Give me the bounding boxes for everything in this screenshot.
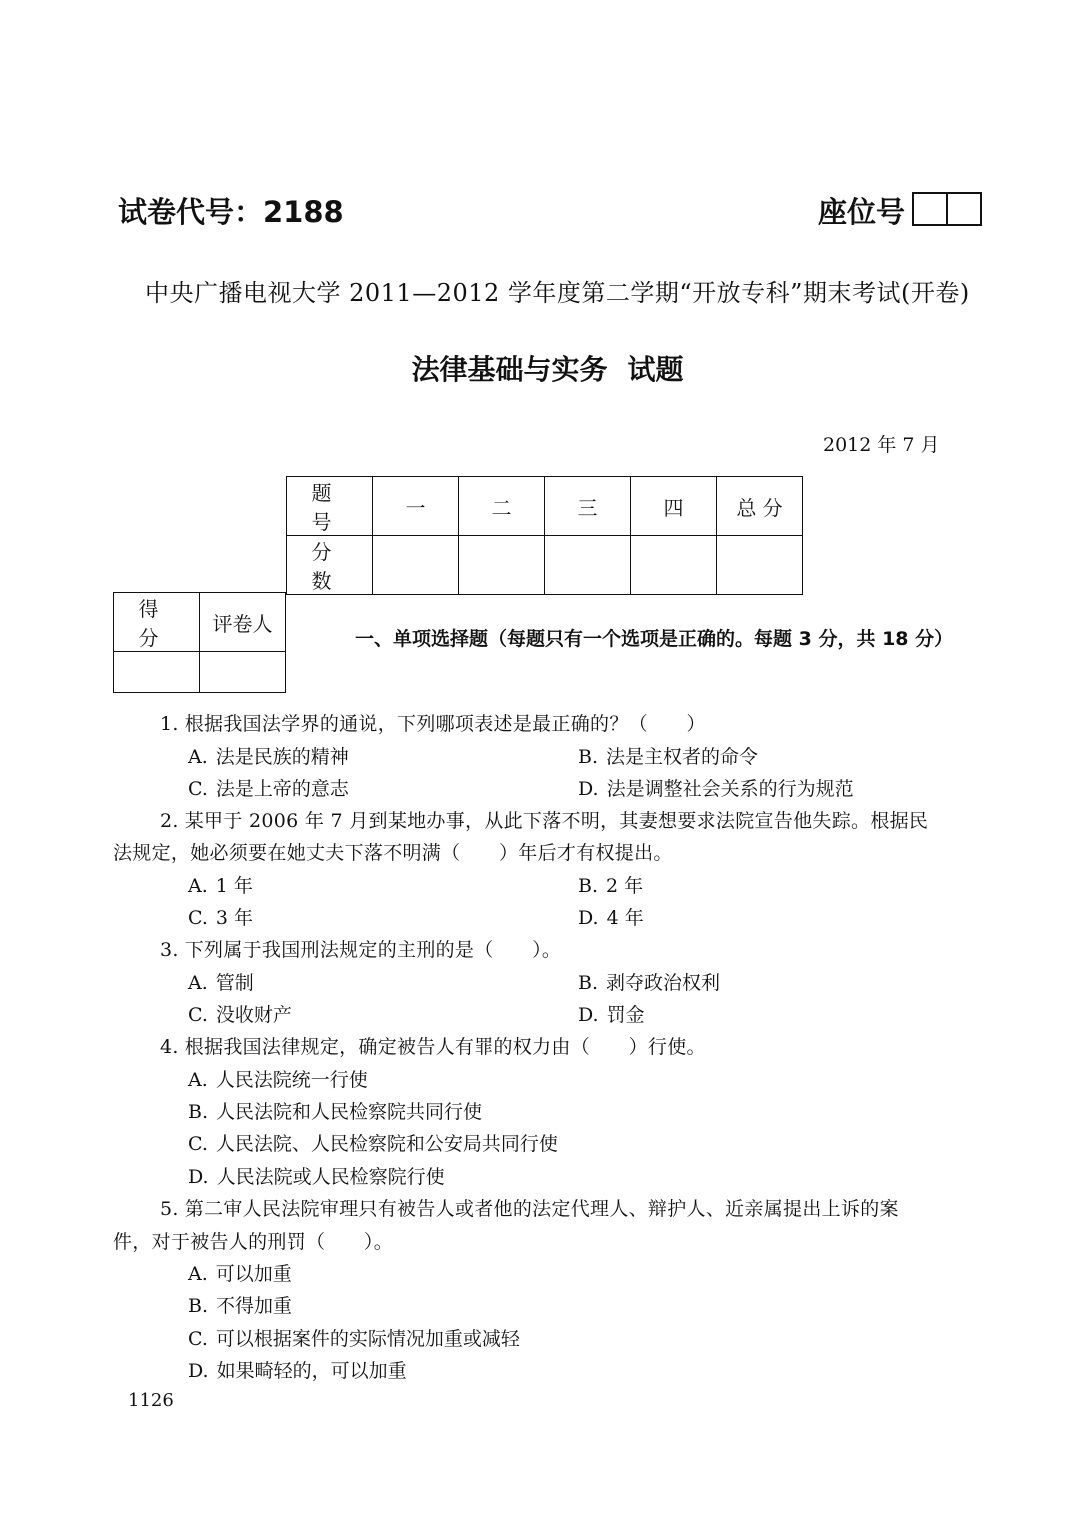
option-d[interactable]: [578, 903, 644, 930]
score-cell[interactable]: [459, 536, 545, 595]
score-table: [286, 476, 803, 595]
option-c[interactable]: [188, 1129, 558, 1156]
option-text: 罚金: [606, 1004, 645, 1026]
option-letter: C.: [188, 907, 208, 929]
option-letter: C.: [188, 1004, 208, 1026]
question-text: 根据我国法律规定，确定被告人有罪的权力由（ ）行使。: [184, 1036, 706, 1058]
option-a[interactable]: [188, 871, 253, 898]
option-b[interactable]: [578, 742, 758, 769]
score-cell[interactable]: [545, 536, 631, 595]
option-text: 剥夺政治权利: [606, 972, 721, 994]
exam-date: 2012 年 7 月: [823, 434, 940, 456]
grader-table: [113, 592, 286, 693]
section-heading: 一、单项选择题（每题只有一个选项是正确的。每题 3 分，共 18 分）: [355, 628, 954, 650]
score-table-row-label: 分 数: [287, 536, 373, 595]
score-cell[interactable]: [717, 536, 803, 595]
grader-score-cell[interactable]: [114, 652, 200, 693]
university-line: 中央广播电视大学 2011—2012 学年度第二学期“开放专科”期末考试(开卷): [145, 279, 970, 307]
question-5-line-1: [160, 1194, 899, 1221]
option-text: 管制: [215, 972, 254, 994]
score-table-header-cell: 总 分: [717, 477, 803, 536]
option-text: 4 年: [606, 907, 644, 929]
option-letter: A.: [188, 1263, 208, 1285]
question-text: 第二审人民法院审理只有被告人或者他的法定代理人、辩护人、近亲属提出上诉的案: [184, 1198, 899, 1220]
option-text: 不得加重: [216, 1295, 293, 1317]
option-text: 人民法院或人民检察院行使: [216, 1166, 445, 1188]
option-letter: B.: [188, 1101, 209, 1123]
question-number: 2.: [160, 810, 179, 832]
question-text: 某甲于 2006 年 7 月到某地办事，从此下落不明，其妻想要求法院宣告他失踪。根据民: [184, 810, 929, 832]
option-b[interactable]: [578, 968, 720, 995]
option-letter: D.: [578, 907, 599, 929]
option-text: 没收财产: [215, 1004, 292, 1026]
option-text: 法是主权者的命令: [606, 746, 759, 768]
option-b[interactable]: [578, 871, 643, 898]
seat-box[interactable]: [946, 194, 980, 224]
option-c[interactable]: [188, 774, 349, 801]
option-b[interactable]: [188, 1291, 292, 1318]
seat-number-label: 座位号: [818, 195, 906, 229]
option-c[interactable]: [188, 903, 253, 930]
option-letter: B.: [578, 875, 599, 897]
option-letter: C.: [188, 1328, 208, 1350]
question-1-line-1: [160, 709, 706, 736]
question-number: 3.: [160, 939, 179, 961]
option-a[interactable]: [188, 1259, 292, 1286]
question-text: 下列属于我国刑法规定的主刑的是（ ）。: [184, 939, 562, 961]
option-letter: C.: [188, 778, 208, 800]
option-text: 可以根据案件的实际情况加重或减轻: [215, 1328, 520, 1350]
grader-table-header-row: [114, 593, 286, 652]
question-2-line-2: 法规定，她必须要在她丈夫下落不明满（ ）年后才有权提出。: [113, 842, 673, 864]
score-table-header-row: [287, 477, 803, 536]
grader-table-grader-header: 评卷人: [200, 593, 286, 652]
option-letter: B.: [578, 746, 599, 768]
question-5-line-2: 件，对于被告人的刑罚（ ）。: [113, 1231, 394, 1253]
paper-code: 试卷代号：2188: [118, 195, 344, 229]
score-table-header-cell: 一: [373, 477, 459, 536]
option-a[interactable]: [188, 1065, 368, 1092]
option-c[interactable]: [188, 1000, 292, 1027]
option-letter: B.: [188, 1295, 209, 1317]
question-3-line-1: [160, 935, 561, 962]
score-cell[interactable]: [373, 536, 459, 595]
option-letter: C.: [188, 1133, 208, 1155]
question-number: 4.: [160, 1036, 179, 1058]
question-number: 1.: [160, 713, 179, 735]
score-table-score-row: [287, 536, 803, 595]
option-a[interactable]: [188, 968, 254, 995]
question-text: 根据我国法学界的通说，下列哪项表述是最正确的？（ ）: [184, 713, 706, 735]
score-table-header-cell: 题 号: [287, 477, 373, 536]
score-table-header-cell: 四: [631, 477, 717, 536]
option-text: 法是调整社会关系的行为规范: [606, 778, 854, 800]
option-text: 2 年: [606, 875, 644, 897]
option-letter: A.: [188, 972, 208, 994]
option-d[interactable]: [578, 774, 854, 801]
grader-table-entry-row: [114, 652, 286, 693]
seat-number-boxes[interactable]: [912, 192, 982, 226]
grader-name-cell[interactable]: [200, 652, 286, 693]
option-text: 人民法院和人民检察院共同行使: [216, 1101, 483, 1123]
option-text: 人民法院统一行使: [215, 1069, 368, 1091]
option-d[interactable]: [578, 1000, 645, 1027]
option-text: 如果畸轻的，可以加重: [216, 1360, 407, 1382]
option-text: 人民法院、人民检察院和公安局共同行使: [215, 1133, 558, 1155]
option-a[interactable]: [188, 742, 349, 769]
seat-box[interactable]: [914, 194, 946, 224]
option-letter: A.: [188, 875, 208, 897]
exam-title: [0, 348, 1080, 388]
exam-title-suffix: 试题: [627, 353, 684, 386]
score-table-header-cell: 二: [459, 477, 545, 536]
option-letter: A.: [188, 746, 208, 768]
option-letter: D.: [188, 1360, 209, 1382]
option-b[interactable]: [188, 1097, 482, 1124]
option-letter: A.: [188, 1069, 208, 1091]
option-letter: D.: [578, 1004, 599, 1026]
score-cell[interactable]: [631, 536, 717, 595]
option-text: 法是上帝的意志: [215, 778, 349, 800]
option-letter: D.: [578, 778, 599, 800]
option-text: 法是民族的精神: [215, 746, 349, 768]
score-table-header-cell: 三: [545, 477, 631, 536]
grader-table-score-header: 得 分: [114, 593, 200, 652]
option-text: 1 年: [215, 875, 253, 897]
option-d[interactable]: [188, 1162, 445, 1189]
question-number: 5.: [160, 1198, 179, 1220]
option-text: 可以加重: [215, 1263, 292, 1285]
question-2-line-1: [160, 806, 928, 833]
option-letter: D.: [188, 1166, 209, 1188]
exam-subject: 法律基础与实务: [411, 353, 608, 386]
option-text: 3 年: [215, 907, 254, 929]
question-4-line-1: [160, 1032, 706, 1059]
option-d[interactable]: [188, 1356, 407, 1383]
page-number: 1126: [128, 1390, 174, 1411]
option-c[interactable]: [188, 1324, 520, 1351]
option-letter: B.: [578, 972, 599, 994]
